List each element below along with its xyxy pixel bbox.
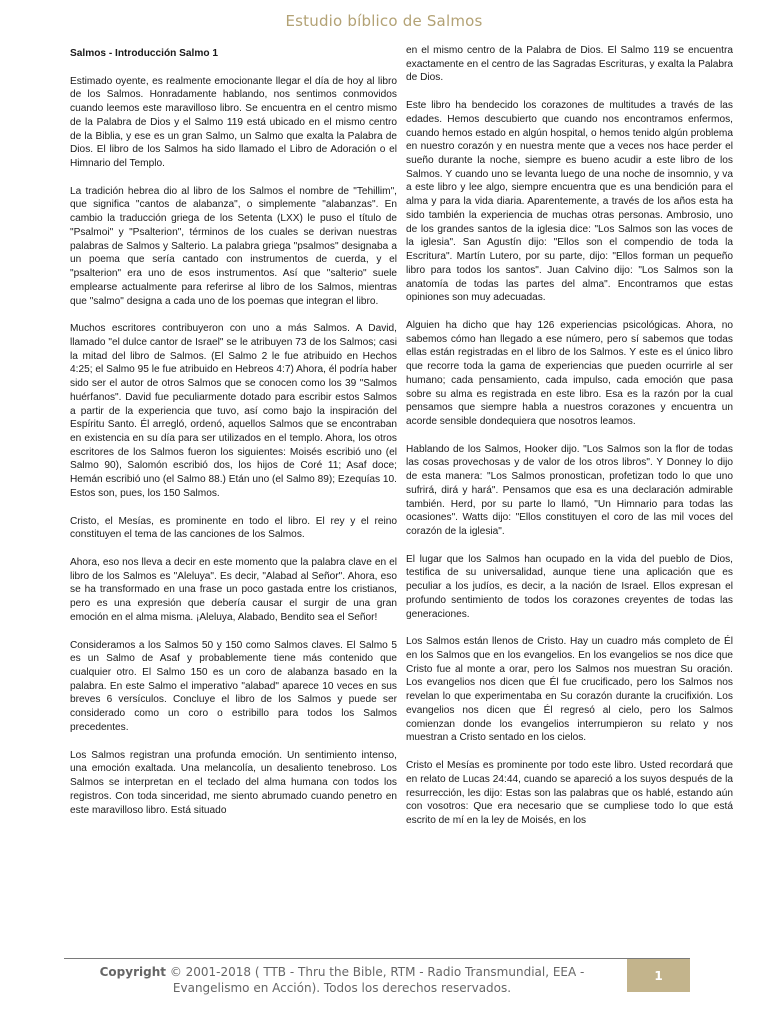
paragraph: Consideramos a los Salmos 50 y 150 como Salmos claves. El Salmo 5 es un Salmo de Asaf y probablemente tiene más contenido que cualquier otro. El Salmo 150 es un coro de alabanza basado en la palabra. En este Salmo el imperativo "alabad" aparece 10 veces en sus breves 6 versículos. Concluye el libro de los Salmos y puede ser considerado como un coro o estribillo para todos los Salmos precedentes. [70,639,397,733]
paragraph: El lugar que los Salmos han ocupado en la vida del pueblo de Dios, testifica de su universalidad, aunque tiene una aplicación que es peculiar a los judíos, es decir, a la nación de Israel. Ellos expresan el profundo sentimiento de todos los corazones creyentes de todas las generaciones. [406,553,733,620]
paragraph: Cristo el Mesías es prominente por todo este libro. Usted recordará que en relato de Lucas 24:44, cuando se apareció a los suyos después de la resurrección, les dijo: Estas son las palabras que os hablé, estando aún con vosotros: Que era necesario que se cumpliese todo lo que está escrito de mí en la ley de Moisés, en los [406,760,733,826]
paragraph: Muchos escritores contribuyeron con uno a más Salmos. A David, llamado "el dulce cantor de Israel" se le atribuyen 73 de los Salmos; casi la mitad del libro de Salmos. (El Salmo 2 le fue atribuido en Hechos 4:25; el Salmo 95 le fue atribuido en Hebreos 4:7) Ahora, él podría haber sido ser el autor de otros Salmos que se conocen como los 39 "Salmos huérfanos". David fue peculiarmente dotado para escribir estos Salmos a partir de la experiencia que tuvo, así como bajo la inspiración del Espíritu Santo. Él arregló, ordenó, aquellos Salmos que se encontraban en existencia en su día para ser utilizados en el templo. Ahora, los otros escritores de los Salmos fueron los siguientes: Moisés escribió uno (el Salmo 90), Salomón escribió dos, los hijos de Coré 11; Asaf doce; Hemán escribió uno (el Salmo 88.) Etán uno (el Salmo 89); Ezequías 10. Estos son, pues, los 150 Salmos. [70,323,397,499]
left-text-column [70,47,397,817]
paragraph: Ahora, eso nos lleva a decir en este momento que la palabra clave en el libro de los Salmos es "Aleluya". Es decir, "Alabad al Señor". Ahora, eso se ha transformado en una frase un poco gastada entre los cristianos, pero es una expresión que debería causar el surgir de una gran emoción en el alma misma. ¡Aleluya, Alabado, Bendito sea el Señor! [70,557,397,623]
copyright-text: © 2001-2018 ( TTB - Thru the Bible, RTM - Radio Transmundial, EEA - Evangelismo en Acción). Todos los derechos reservados. [169,965,585,995]
paragraph: Este libro ha bendecido los corazones de multitudes a través de las edades. Hemos descubierto que cuando nos encontramos enfermos, cuando hemos estado en algún hospital, o hemos tenido algún problema en nuestro corazón y en nuestra mente que a veces nos hace perder el sueño durante la noche, siempre es bueno acudir a este libro de los Salmos. Y cuando uno se levanta luego de una noche de insomnio, y va a este libro y lee algo, siempre encuentra que es una bendición para el alma y para la vida diaria. Aparentemente, a través de los años esta ha sido también la experiencia de muchas otras personas. Ambrosio, uno de los grandes santos de la iglesia dice: "Los Salmos son las voces de la iglesia". San Agustín dijo: "Ellos son el compendio de toda la Escritura". Martín Lutero, por su parte, dijo: "Ellos forman un pequeño libro para todos los santos". Juan Calvino dijo: "Los Salmos son la anatomía de todas las partes del alma". Encontramos que estas opiniones son muy adecuadas. [406,100,733,304]
footer-copyright [64,964,620,996]
paragraph: La tradición hebrea dio al libro de los Salmos el nombre de "Tehillim", que significa "cantos de alabanza", o simplemente "alabanzas". En cambio la traducción griega de los Setenta (LXX) le puso el título de "Psalmoi" y "Psalterion", términos de los cuales se derivan nuestras palabras de Salmos y Salterio. La palabra griega "psalmos" designaba a un poema que sería cantado con instrumentos de cuerda, y el "psalterion" era uno de esos instrumentos. Así que "salterio" suele emplearse actualmente para referirse al libro de los Salmos, mientras que "salmo" designa a cada uno de los poemas que integran el libro. [70,185,397,307]
paragraph: Cristo, el Mesías, es prominente en todo el libro. El rey y el reino constituyen el tema de las canciones de los Salmos. [70,515,397,541]
footer-divider [64,958,690,959]
paragraph: Alguien ha dicho que hay 126 experiencias psicológicas. Ahora, no sabemos cómo han llegado a ese número, pero sí sabemos que todas ellas están registradas en el libro de los Salmos. Y este es el único libro que recorre toda la gama de experiencias que pueden ocurrirle al ser humano; cada pensamiento, cada impulso, cada emoción que pasa sobre su alma es registrada en este libro. Esa es la razón por la cual pensamos que siempre habla a nuestros corazones y encuentra un acorde sensible dondequiera que nosotros leamos. [406,319,733,427]
paragraph: Estimado oyente, es realmente emocionante llegar el día de hoy al libro de los Salmos. Honradamente hablando, nos sentimos conmovidos cuando leemos este maravilloso libro. Se encuentra en el centro mismo de la Palabra de Dios y el Salmo 119 está ubicado en el mismo centro de la Biblia, y ese es un gran Salmo, un Salmo que exalta la Palabra de Dios. El libro de los Salmos ha sido llamado el Libro de Adoración o el Himnario del Templo. [70,75,397,170]
paragraph: Los Salmos están llenos de Cristo. Hay un cuadro más completo de Él en los Salmos que en los evangelios. En los evangelios se nos dice que Cristo fue al monte a orar, pero los Salmos nos muestran Su oración. Los evangelios nos dicen que Él fue crucificado, pero los Salmos nos revelan lo que experimentaba en Su corazón durante la crucifixión. Los evangelios nos dicen que Él regresó al cielo, pero los Salmos comienzan donde los evangelios interrumpieron su relato y nos muestran a Cristo sentado en los cielos. [406,636,733,744]
paragraph: Hablando de los Salmos, Hooker dijo. "Los Salmos son la flor de todas las cosas provechosas y de valor de los otros libros". Y Donney lo dijo de esta manera: "Los Salmos pronostican, profetizan todo lo que uno sufrirá, dirá y hará". Pensamos que esa es una declaración admirable también. Herd, por su parte lo llamó, "Un Himnario para todas las ocasiones". Watts dijo: "Ellos constituyen el coro de las mil voces del corazón de la iglesia". [406,443,733,537]
paragraph: Los Salmos registran una profunda emoción. Un sentimiento intenso, una emoción exaltada. Una melancolía, un desaliento tenebroso. Los Salmos se interpretan en el teclado del alma humana con todos los registros. Con toda sinceridad, me siento abrumado cuando penetro en este maravilloso libro. Está situado [70,749,397,816]
paragraph: en el mismo centro de la Palabra de Dios. El Salmo 119 se encuentra exactamente en el centro de las Sagradas Escrituras, y exalta la Palabra de Dios. [406,45,733,84]
copyright-label: Copyright [99,965,166,979]
right-text-column [406,44,733,828]
document-header-title: Estudio bíblico de Salmos [285,12,483,30]
page-number-badge: 1 [627,959,690,992]
section-heading: Salmos - Introducción Salmo 1 [70,48,218,59]
